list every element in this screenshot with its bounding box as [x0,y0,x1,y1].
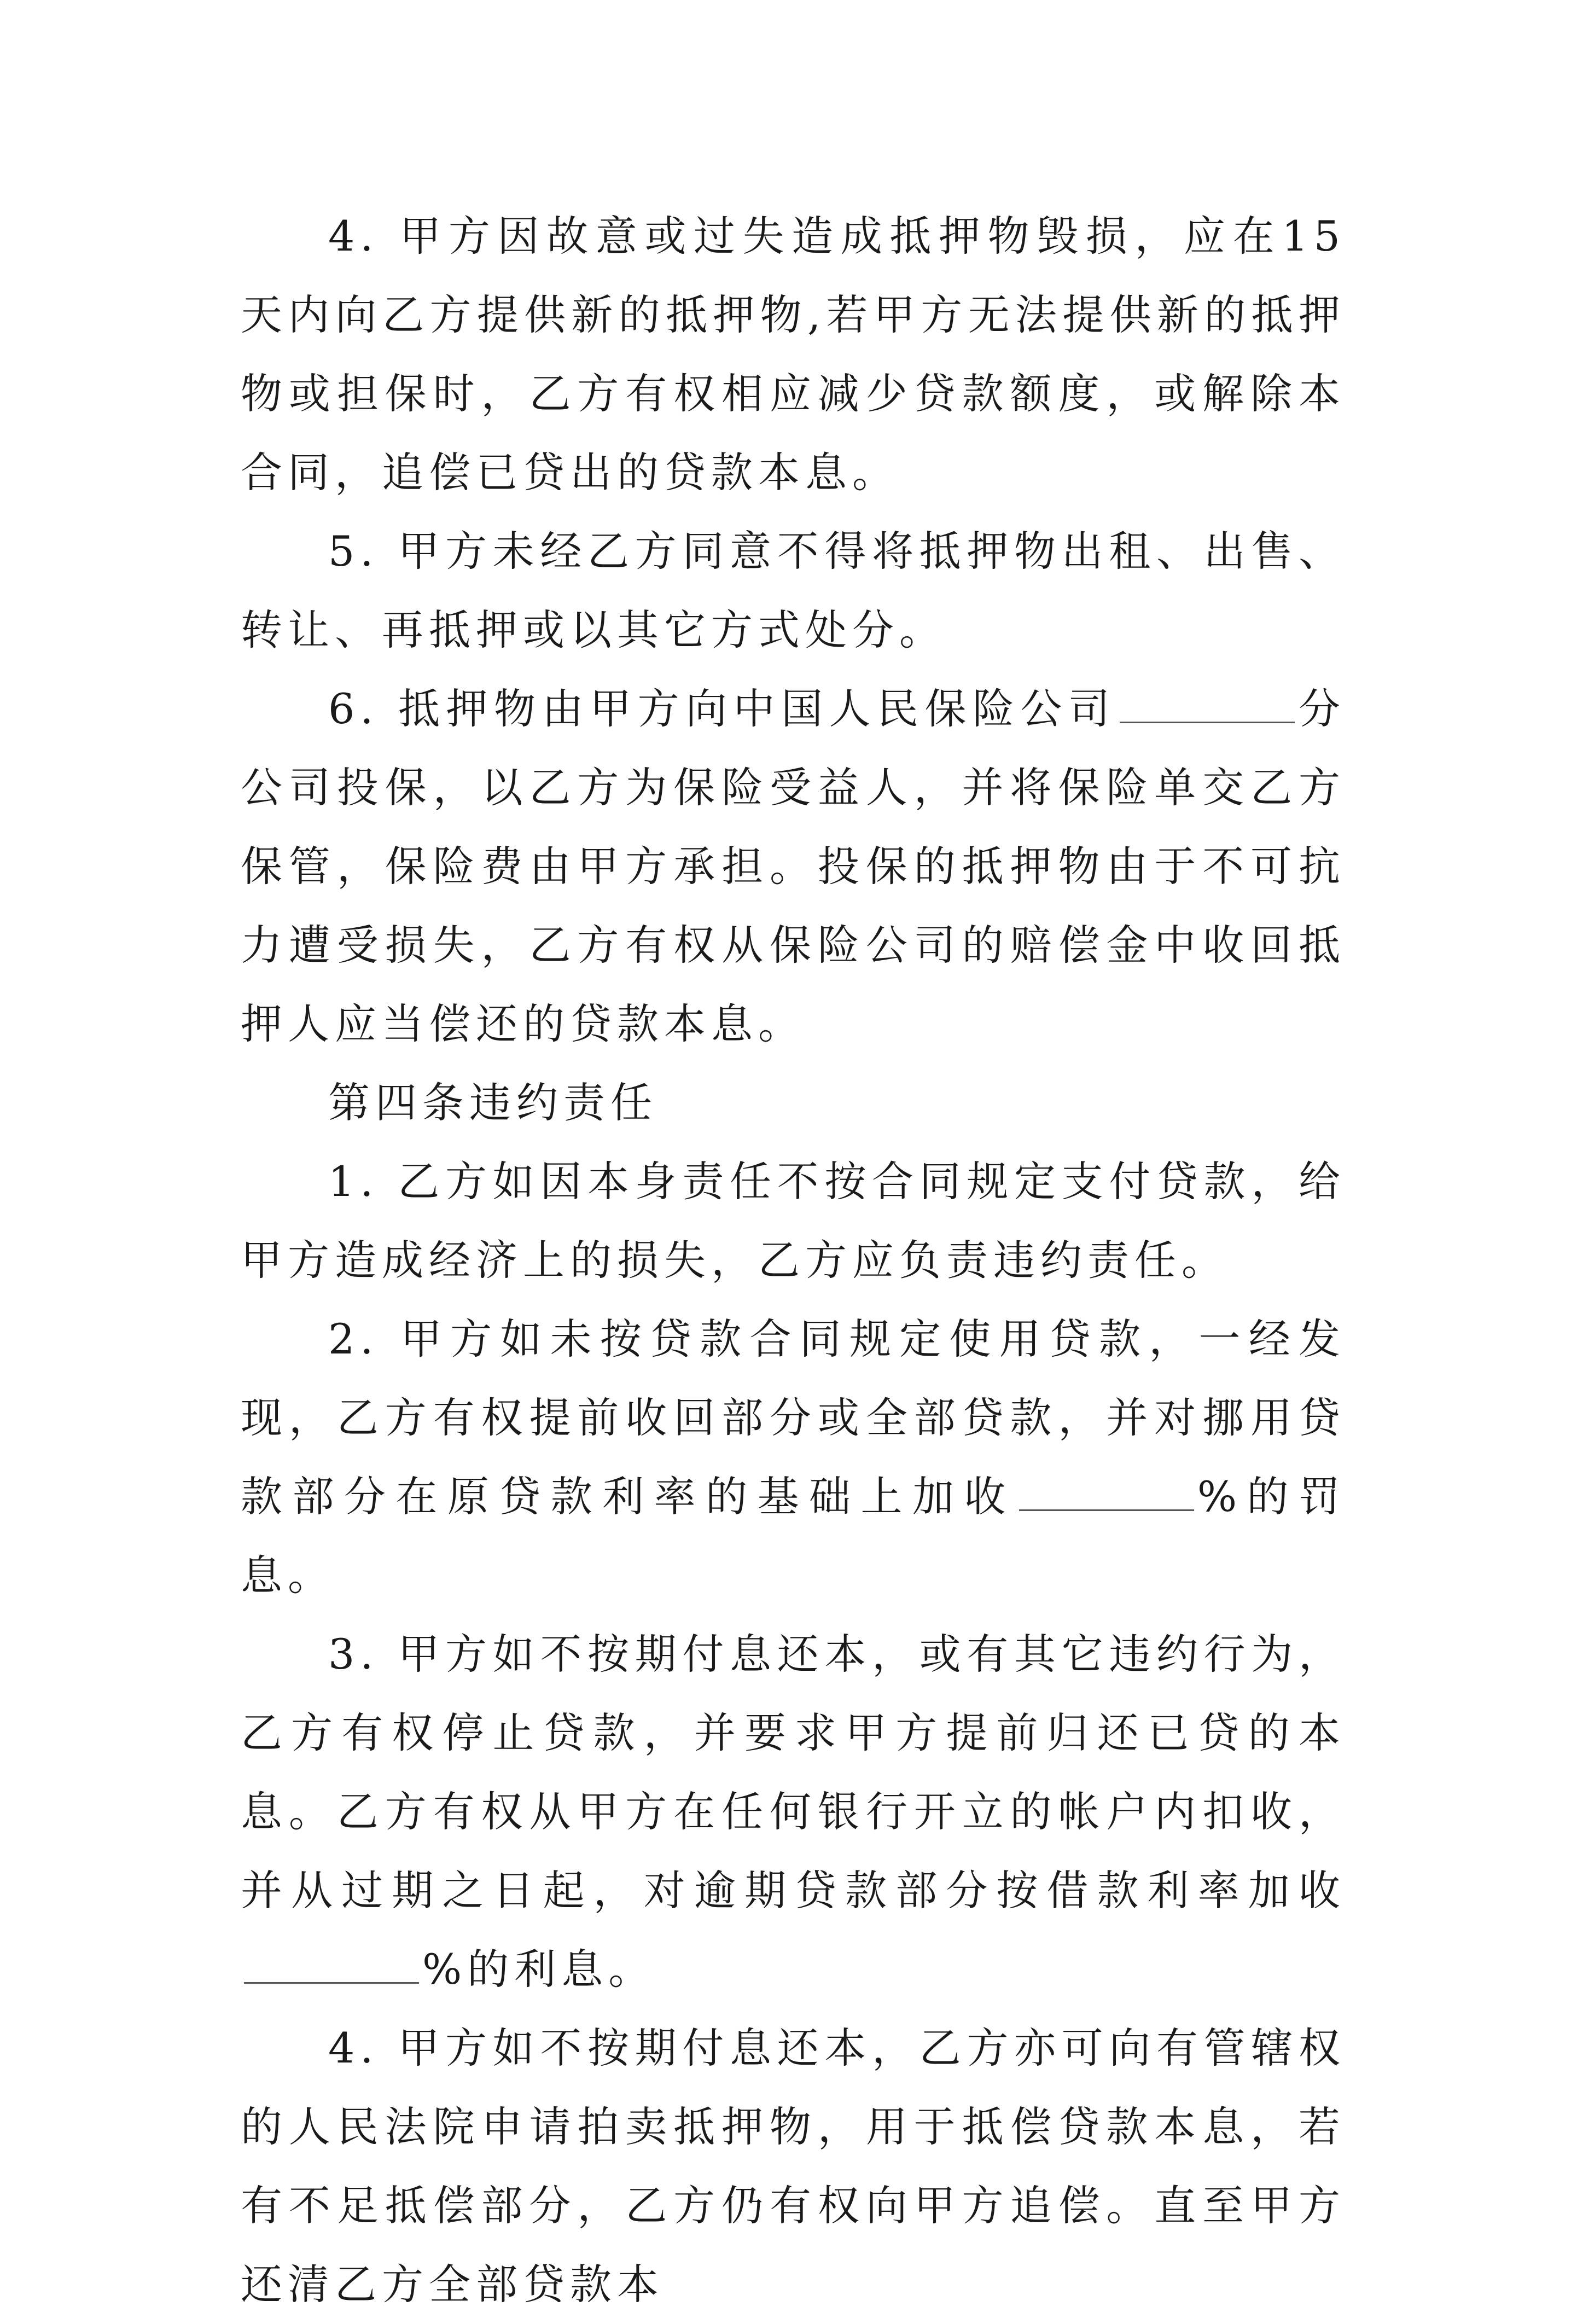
insurance-branch-blank [1120,680,1295,723]
clause-4-4-paragraph [241,2009,1346,2324]
clause-3-5-paragraph [241,512,1346,670]
paragraph-text: 分公司投保，以乙方为保险受益人，并将保险单交乙方保管，保险费由甲方承担。投保的抵押物由于不可抗力遭受损失，乙方有权从保险公司的赔偿金中收回抵押人应当偿还的贷款本息。 [241,684,1346,1048]
penalty-rate-blank [1019,1468,1194,1511]
clause-4-2-paragraph [241,1300,1346,1615]
clause-4-3-paragraph [241,1615,1346,2009]
article-4-heading [241,1064,1346,1142]
clause-3-6-paragraph [241,670,1346,1064]
paragraph-text: 6. 抵押物由甲方向中国人民保险公司 [328,684,1116,733]
paragraph-text: 4. 甲方因故意或过失造成抵押物毁损，应在15天内向乙方提供新的抵押物,若甲方无法提供新的抵押物或担保时，乙方有权相应减少贷款额度，或解除本合同，追偿已贷出的贷款本息。 [241,212,1346,497]
overdue-rate-blank [244,1940,419,1984]
paragraph-text: 3. 甲方如不按期付息还本，或有其它违约行为，乙方有权停止贷款，并要求甲方提前归还已贷的本息。乙方有权从甲方在任何银行开立的帐户内扣收，并从过期之日起，对逾期贷款部分按借款利率加收 [241,1630,1346,1915]
clause-3-4-paragraph [241,197,1346,512]
contract-body [241,197,1346,2324]
paragraph-text: 2. 甲方如未按贷款合同规定使用贷款，一经发现，乙方有权提前收回部分或全部贷款，并对挪用贷款部分在原贷款利率的基础上加收 [241,1315,1346,1521]
clause-4-1-paragraph [241,1142,1346,1300]
section-heading: 第四条违约责任 [328,1078,657,1127]
paragraph-text: 4. 甲方如不按期付息还本，乙方亦可向有管辖权的人民法院申请拍卖抵押物，用于抵偿贷款本息，若有不足抵偿部分，乙方仍有权向甲方追偿。直至甲方还清乙方全部贷款本 [241,2024,1346,2309]
paragraph-text: 1. 乙方如因本身责任不按合同规定支付贷款，给甲方造成经济上的损失，乙方应负责违约责任。 [241,1157,1346,1285]
paragraph-text: %的利息。 [422,1945,656,1994]
paragraph-text: 5. 甲方未经乙方同意不得将抵押物出租、出售、转让、再抵押或以其它方式处分。 [241,527,1346,654]
paragraph-text: %的罚息。 [241,1472,1346,1600]
